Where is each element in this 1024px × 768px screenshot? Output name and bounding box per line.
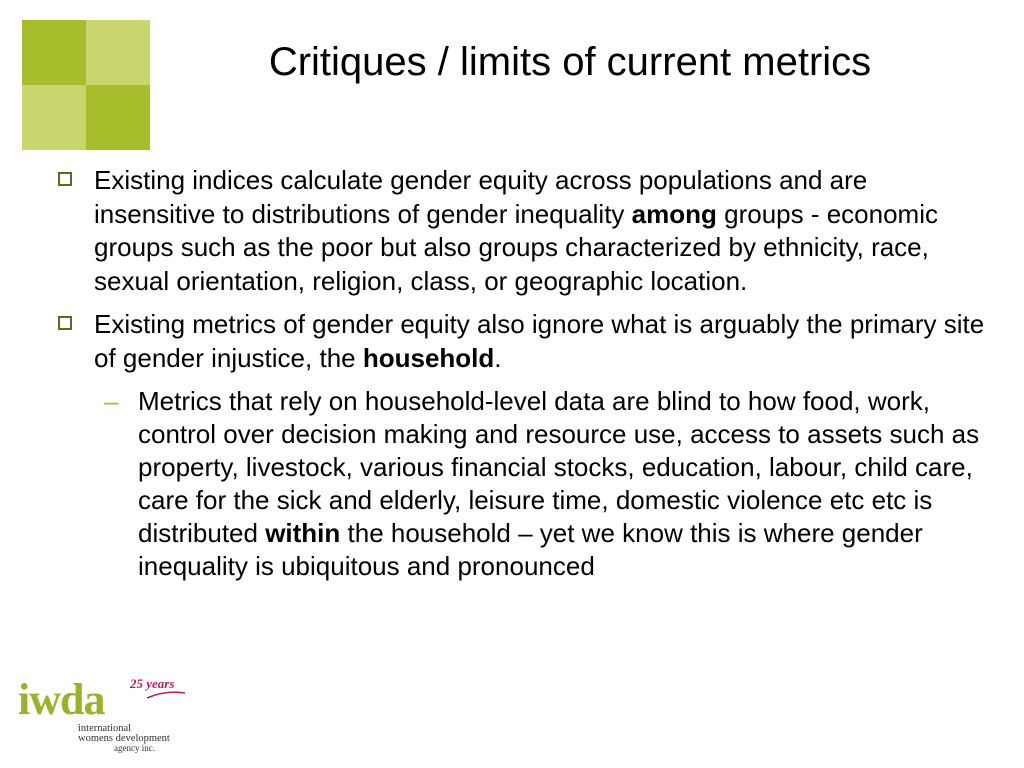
bullet-household — [58, 308, 988, 375]
logo-subtitle-line3: agency inc. — [114, 743, 155, 753]
square-bottom-right — [86, 85, 150, 150]
bullet-text: Existing metrics of gender equity also ignore what is arguably the primary site of gender injustice, the — [94, 309, 985, 373]
decorative-squares — [22, 20, 150, 150]
bullet-text: . — [494, 342, 502, 373]
logo-subtitle-line1: international — [78, 723, 132, 734]
checkbox-bullet-icon — [58, 172, 72, 186]
bullet-text: groups - economic groups such as the poor but also groups characterized by ethnicity, race, sexual orientation, religion, class, or geographic location. — [94, 198, 938, 296]
swoosh-icon — [146, 690, 186, 700]
bullet-bold-text: among — [631, 198, 717, 229]
square-top-left — [22, 20, 86, 85]
square-top-right — [86, 20, 150, 85]
slide-body — [58, 164, 988, 583]
logo-subtitle-line2: womens development — [78, 733, 170, 744]
iwda-logo — [18, 676, 208, 756]
anniversary-badge: 25 years — [130, 676, 175, 691]
square-bottom-left — [22, 85, 86, 150]
bullet-bold-text: within — [265, 518, 341, 548]
bullet-indices — [58, 164, 988, 298]
bullet-text: Metrics that rely on household-level data are blind to how food, work, control over decision making and resource use, access to assets such as property, livestock, various financial stocks, education, labour, child care, care for the sick and elderly, leisure time, domestic violence etc etc is distributed — [138, 386, 980, 548]
checkbox-bullet-icon — [58, 316, 72, 330]
slide-title: Critiques / limits of current metrics — [268, 40, 872, 84]
bullet-text: Existing indices calculate gender equity across populations and are insensitive to distributions of gender inequality — [94, 165, 868, 229]
dash-bullet-icon: – — [104, 386, 119, 416]
iwda-wordmark: iwda — [18, 675, 105, 724]
bullet-bold-text: household — [362, 342, 495, 373]
sub-bullet-metrics — [58, 385, 988, 583]
bullet-text: the household – yet we know this is where gender inequality is ubiquitous and pronounced — [138, 518, 923, 581]
